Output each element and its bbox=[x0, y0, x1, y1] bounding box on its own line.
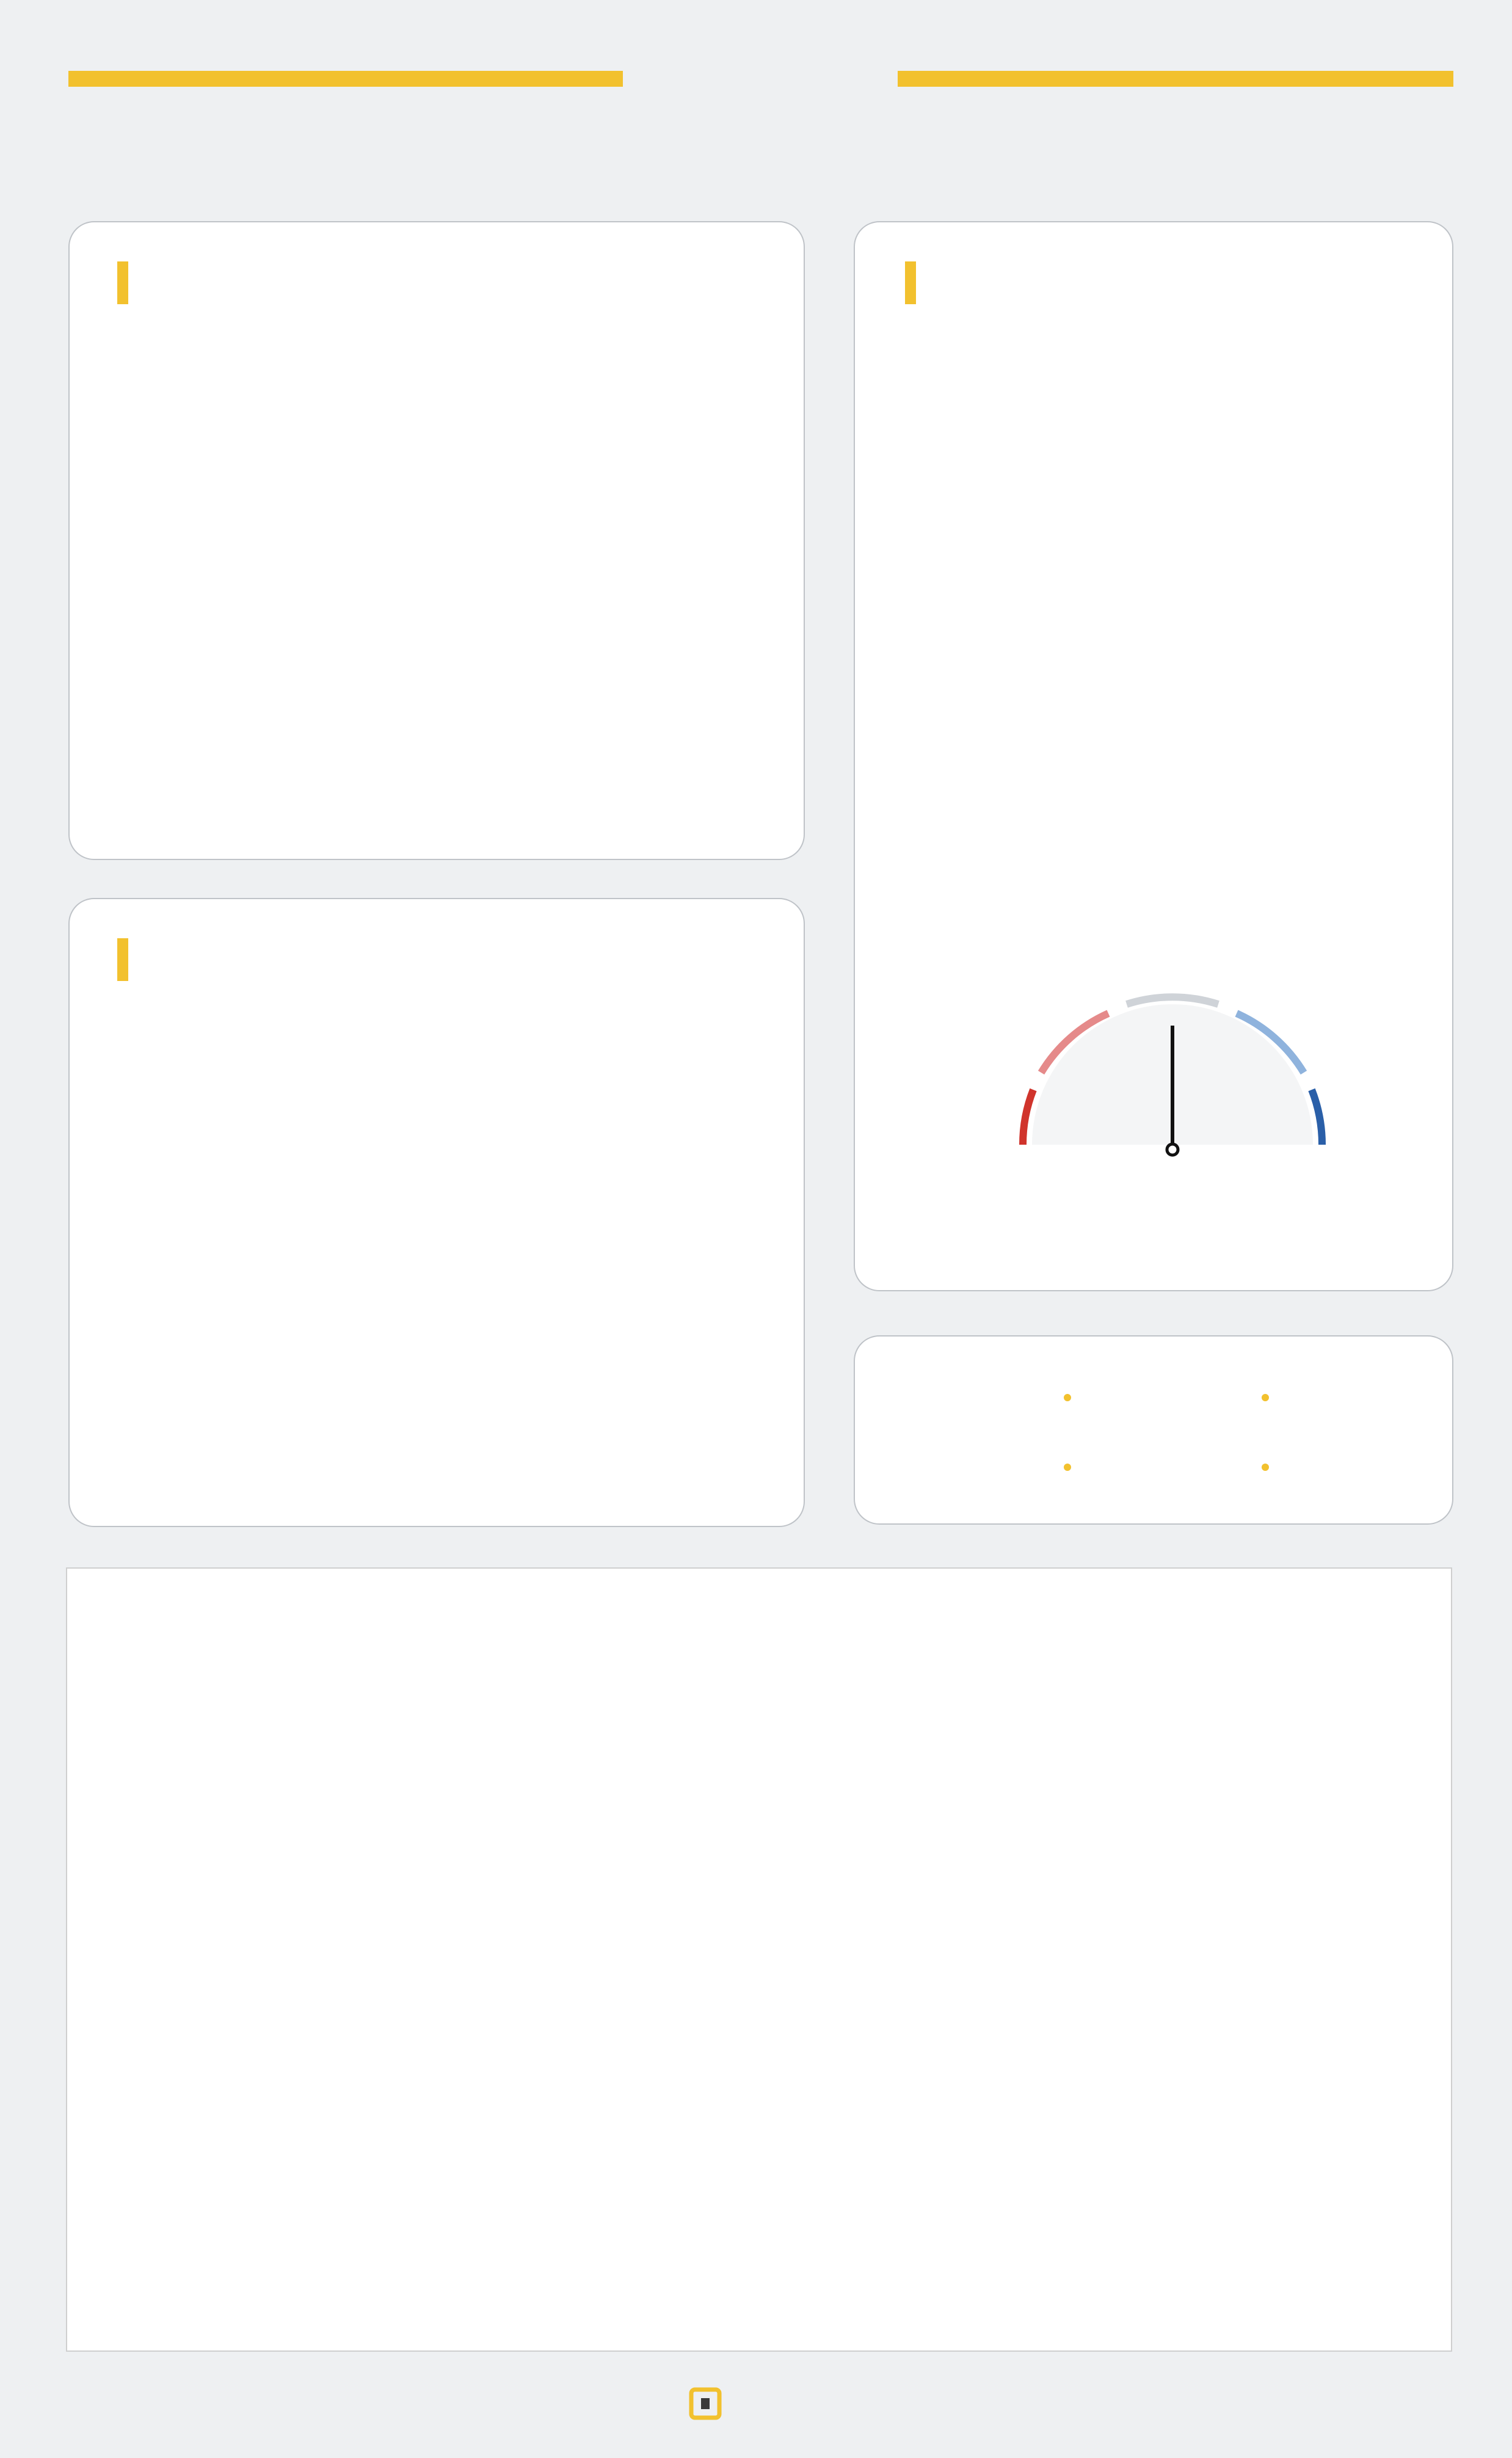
technical-card bbox=[68, 898, 805, 1527]
oscillators-card bbox=[854, 221, 1453, 1291]
levels-card bbox=[854, 1335, 1453, 1525]
bullet-dot bbox=[1064, 1464, 1071, 1471]
footer-logo bbox=[689, 2382, 829, 2431]
oscillators-title bbox=[905, 261, 933, 304]
bullet-dot bbox=[1262, 1464, 1269, 1471]
header-bar-left bbox=[68, 71, 623, 87]
fundamentals-card bbox=[68, 221, 805, 860]
chart-canvas bbox=[67, 1569, 1453, 2353]
gauge bbox=[953, 943, 1392, 1175]
oscillator-table bbox=[905, 387, 1455, 925]
gauge-arc-neutral bbox=[1127, 997, 1218, 1004]
gauge-arc-strong-buy bbox=[1312, 1090, 1322, 1145]
title-marker bbox=[117, 261, 128, 304]
title-marker bbox=[117, 938, 128, 981]
bcr-logo-icon bbox=[689, 2387, 722, 2420]
bullet-dot bbox=[1064, 1394, 1071, 1401]
technical-title bbox=[117, 938, 145, 981]
fundamentals-title bbox=[117, 261, 145, 304]
gauge-arc-strong-sell bbox=[1023, 1090, 1033, 1145]
header-bar-right bbox=[898, 71, 1453, 87]
title-marker bbox=[905, 261, 916, 304]
gauge-pivot bbox=[1167, 1144, 1178, 1155]
price-chart bbox=[66, 1567, 1452, 2352]
bullet-dot bbox=[1262, 1394, 1269, 1401]
